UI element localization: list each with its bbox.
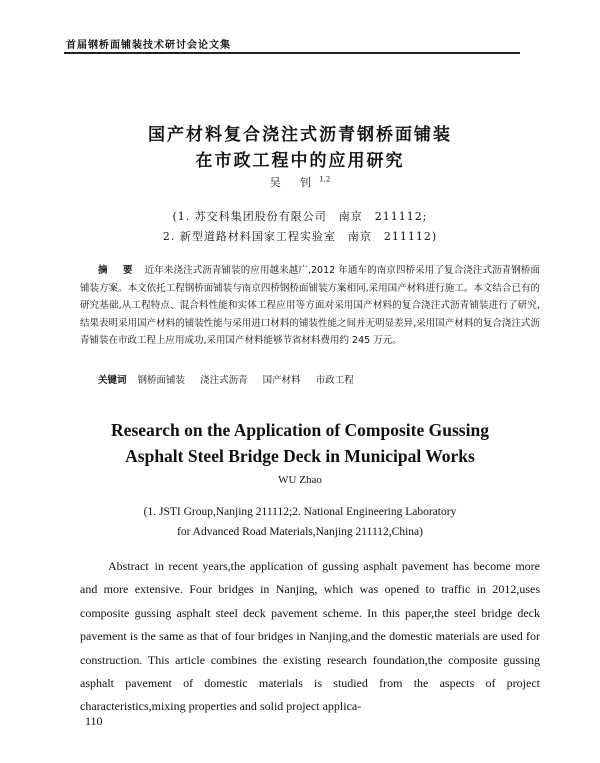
abstract-zh: [80, 262, 540, 350]
keyword-zh: 浇注式沥青: [200, 375, 248, 386]
title-en-line1: Research on the Application of Composite Gussing: [111, 420, 489, 440]
affiliation-en-line1: (1. JSTI Group,Nanjing 211112;2. National Engineering Laboratory: [143, 506, 457, 518]
keyword-zh: 钢桥面铺装: [137, 375, 186, 386]
abstract-zh-label: 摘 要: [98, 265, 139, 276]
affiliation-zh-line2: 2. 新型道路材料国家工程实验室 南京 211112): [162, 230, 438, 243]
abstract-en-label: Abstract: [108, 559, 149, 573]
page-number: 110: [85, 714, 103, 728]
title-en-line2: Asphalt Steel Bridge Deck in Municipal Works: [125, 446, 475, 466]
author-zh-affiliation-marker: 1,2: [319, 175, 331, 184]
author-zh-name: 吴 钊: [269, 176, 320, 189]
abstract-en-text: in recent years,the application of gussing asphalt pavement has become more and more extensive. Four bridges in Nanjing, which was opened to traffic in 2012,uses composite gussing asphalt steel deck pavement scheme. In this paper,the steel bridge deck pavement is the same as that of four bridges in Nanjing,and the domestic materials are used for construction. This article combines the existing research foundation,the composite gussing asphalt pavement of domestic materials is studied from the aspects of project characteristics,mixing properties and solid project applica-: [80, 559, 540, 714]
title-zh-line2: 在市政工程中的应用研究: [195, 151, 405, 171]
affiliation-zh-line1: (1. 苏交科集团股份有限公司 南京 211112;: [172, 210, 428, 223]
keyword-zh: 市政工程: [315, 375, 354, 386]
title-zh-line1: 国产材料复合浇注式沥青钢桥面铺装: [148, 125, 452, 145]
header-rule: [64, 52, 520, 54]
running-head: 首届钢桥面铺装技术研讨会论文集: [66, 40, 231, 51]
author-zh: [0, 174, 600, 190]
abstract-en: [80, 555, 540, 719]
abstract-zh-text: 近年来浇注式沥青铺装的应用越来越广,2012 年通车的南京四桥采用了复合浇注式沥青钢桥面铺装方案。本文依托工程钢桥面铺装与南京四桥钢桥面铺装方案相同,采用国产材料进行施工。本文结合已有的研究基础,从工程特点、混合料性能和实体工程应用等方面对采用国产材料的复合浇注式沥青铺装进行了研究,结果表明采用国产材料的铺装性能与采用进口材料的铺装性能之间并无明显差异,采用国产材料的复合浇注式沥青铺装在市政工程上应用成功,采用国产材料能够节省材料费用约 245 万元。: [80, 265, 540, 347]
keywords-zh-label: 关键词: [98, 375, 127, 386]
affiliation-en-line2: for Advanced Road Materials,Nanjing 211112,China): [177, 526, 423, 538]
keyword-zh: 国产材料: [262, 375, 301, 386]
keywords-zh: [98, 372, 366, 386]
author-en: WU Zhao: [278, 474, 322, 486]
